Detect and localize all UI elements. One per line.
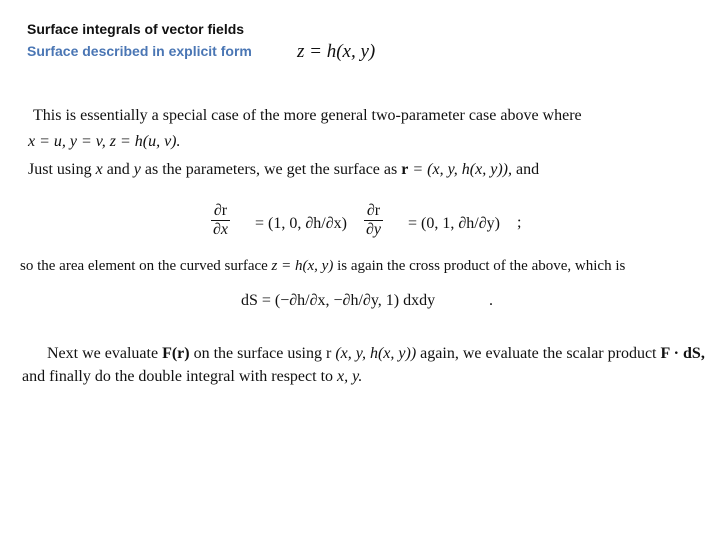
para3-equation: z = h(x, y) — [271, 258, 334, 274]
para2-y: y — [133, 161, 141, 178]
para4-line2-prefix: and finally do the double integral with respect to — [22, 368, 338, 385]
ds-equation: dS = (−∂h/∂x, −∂h/∂y, 1) dxdy — [241, 292, 436, 309]
fraction-denominator: ∂x — [213, 221, 229, 239]
fraction-dr-dy — [364, 202, 383, 240]
fraction-dr-dx — [211, 202, 230, 240]
derivative-y-rhs: = (0, 1, ∂h/∂y) — [408, 215, 500, 232]
para4-FdS: F · dS, — [660, 345, 705, 362]
para2-r: r — [401, 161, 409, 178]
para4-tuple: (x, y, h(x, y)) — [335, 345, 417, 362]
slide-subtitle: Surface described in explicit form — [27, 43, 252, 59]
para4-prefix: Next we evaluate — [47, 345, 163, 362]
derivative-x — [211, 202, 347, 240]
para2-prefix: Just using — [28, 161, 96, 178]
paragraph-intro-line2: x = u, y = v, z = h(u, v). — [28, 133, 181, 150]
ds-period: . — [489, 292, 493, 309]
derivative-y — [364, 202, 500, 240]
para4-vars: x, y. — [337, 368, 363, 385]
derivative-x-rhs: = (1, 0, ∂h/∂x) — [255, 215, 347, 232]
paragraph-parameters — [28, 161, 539, 179]
semicolon: ; — [517, 214, 522, 231]
fraction-numerator: ∂r — [211, 202, 230, 221]
para4-F: F(r) — [162, 345, 190, 362]
para3-prefix: so the area element on the curved surface — [20, 258, 272, 274]
para2-suffix: and — [511, 161, 540, 178]
para2-expr: = (x, y, h(x, y)), — [408, 161, 512, 178]
paragraph-area-element — [20, 258, 625, 275]
slide-title: Surface integrals of vector fields — [27, 21, 245, 37]
paragraph-intro-line1: This is essentially a special case of the more general two-parameter case above where — [33, 107, 582, 124]
paragraph-evaluate-line1 — [47, 345, 705, 363]
para3-suffix: is again the cross product of the above, which is — [333, 258, 626, 274]
header-equation: z = h(x, y) — [297, 41, 376, 62]
para4-mid: on the surface using r — [189, 345, 336, 362]
para2-and: and — [102, 161, 134, 178]
paragraph-evaluate-line2 — [22, 368, 362, 386]
para2-mid: as the parameters, we get the surface as — [140, 161, 402, 178]
fraction-denominator: ∂y — [366, 221, 382, 239]
para4-suffix: again, we evaluate the scalar product — [416, 345, 661, 362]
para2-x: x — [95, 161, 103, 178]
fraction-numerator: ∂r — [364, 202, 383, 221]
